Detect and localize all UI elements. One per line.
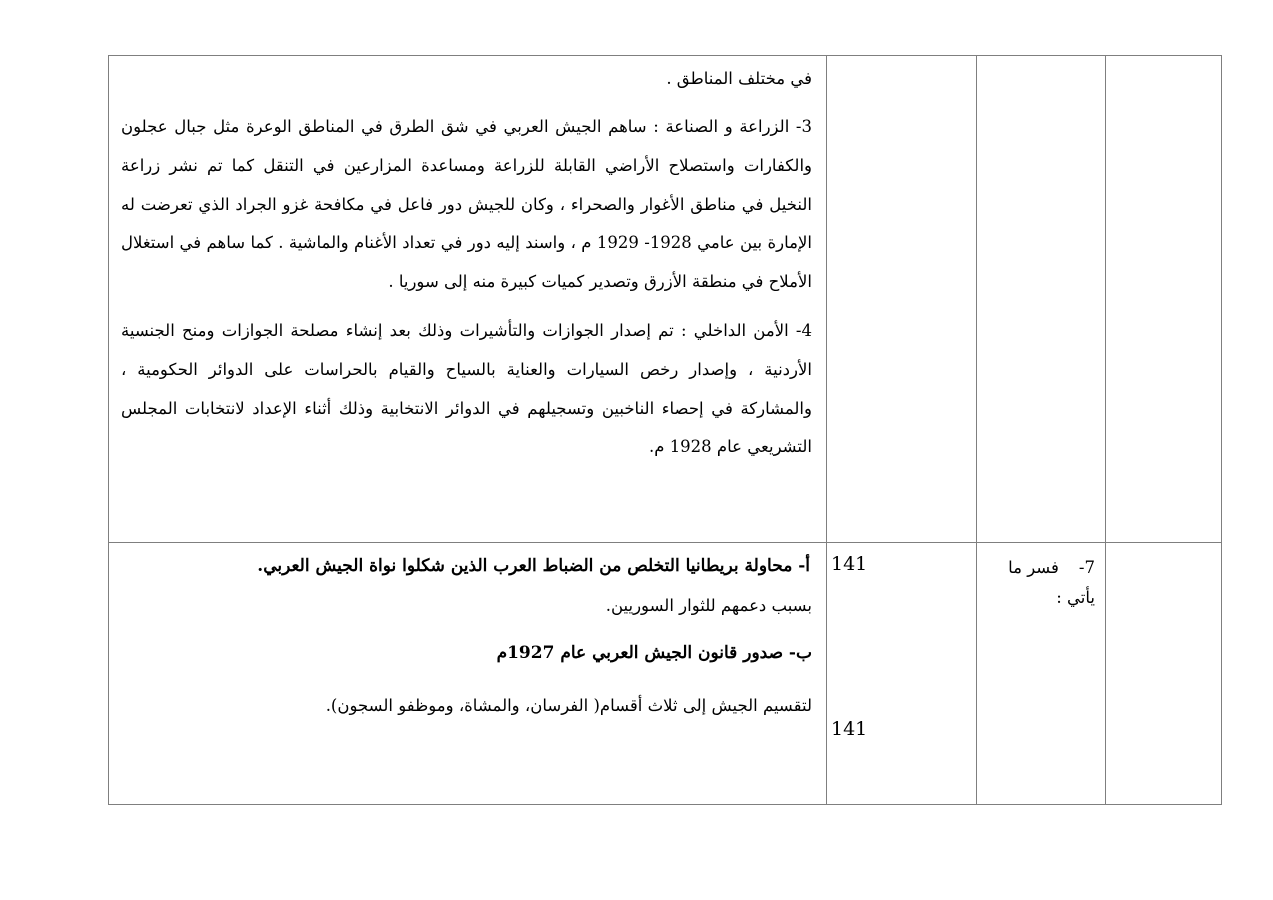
question-number: 7-	[1078, 558, 1095, 577]
number-cell	[1106, 543, 1222, 805]
answer-b-heading: ب- صدور قانون الجيش العربي عام 1927م	[496, 643, 812, 663]
page-number: 141	[831, 718, 868, 740]
answer-paragraph-security: 4- الأمن الداخلي : تم إصدار الجوازات والتأشيرات وذلك بعد إنشاء مصلحة الجوازات ومنح الجنسية الأردنية ، وإصدار رخص السيارات والعناية بالسياح والقيام بالحراسات على الدوائر الحكومية ، والمشاركة في إحصاء الناخبين وتسجيلهم في الدوائر الانتخابية وذلك أثناء الإعداد لانتخابات المجلس التشريعي عام 1928 م.	[121, 320, 812, 457]
answer-b-text: لتقسيم الجيش إلى ثلاث أقسام( الفرسان، والمشاة، وموظفو السجون).	[325, 696, 812, 715]
answer-table	[108, 55, 1222, 805]
page-number: 141	[831, 553, 868, 575]
question-label: فسر ما يأتي :	[1008, 558, 1095, 607]
answer-a-heading: أ- محاولة بريطانيا التخلص من الضباط العرب الذين شكلوا نواة الجيش العربي.	[257, 556, 810, 576]
answer-cell	[109, 543, 827, 805]
table-row	[109, 543, 1222, 805]
answer-cell	[109, 56, 827, 543]
answer-paragraph: في مختلف المناطق .	[666, 69, 812, 88]
answer-paragraph-agriculture: 3- الزراعة و الصناعة : ساهم الجيش العربي في شق الطرق في المناطق الوعرة مثل جبال عجلون والكفارات واستصلاح الأراضي القابلة للزراعة ومساعدة المزارعين في التنقل كما تم نشر زراعة النخيل في مناطق الأغوار والصحراء ، وكان للجيش دور فاعل في مكافحة غزو الجراد الذي تعرضت له الإمارة بين عامي 1928- 1929 م ، واسند إليه دور في تعداد الأغنام والماشية . كما ساهم في استغلال الأملاح في منطقة الأزرق وتصدير كميات كبيرة منه إلى سوريا .	[121, 117, 812, 292]
table-row	[109, 56, 1222, 543]
page-cell	[827, 543, 977, 805]
question-cell	[977, 56, 1106, 543]
page-cell	[827, 56, 977, 543]
number-cell	[1106, 56, 1222, 543]
answer-a-text: بسبب دعمهم للثوار السوريين.	[605, 596, 812, 615]
question-text	[985, 553, 1095, 613]
question-cell	[977, 543, 1106, 805]
